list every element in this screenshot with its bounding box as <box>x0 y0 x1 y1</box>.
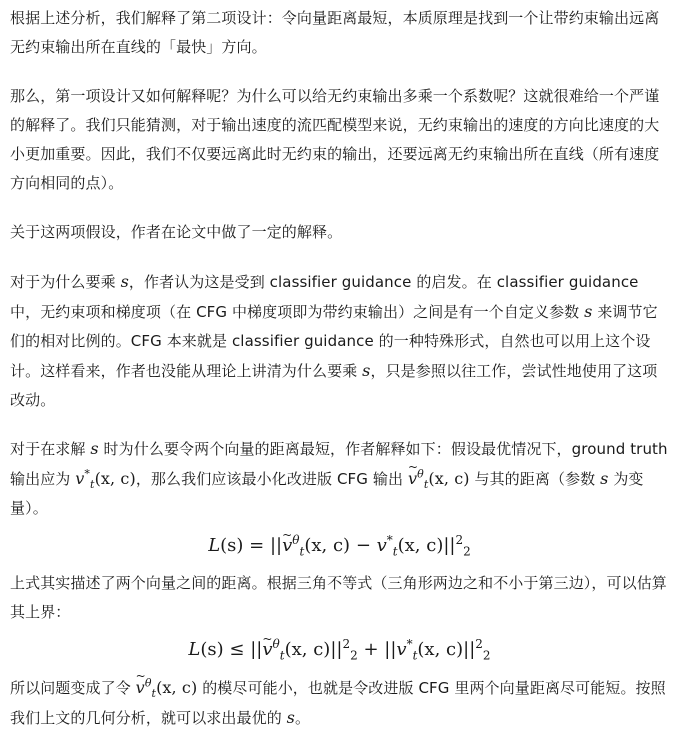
math-s: s <box>600 469 609 488</box>
text-run: ，作者认为这是受到 classifier guidance 的启发。在 classifier guidance 中，无约束项和梯度项（在 CFG 中梯度项即为带约束输出）之间是有一个自定义参数 <box>10 273 639 321</box>
paragraph-6: 上式其实描述了两个向量之间的距离。根据三角不等式（三角形两边之和不小于第三边），可以估算其上界： <box>10 574 667 621</box>
text-run: 所以问题变成了令 <box>10 679 136 697</box>
math-v-star: $v^*_t(x$, c) <box>75 467 136 492</box>
math-s: s <box>90 439 99 458</box>
text-run: ，只是参照以往工作，尝试性地使用了这项改动。 <box>10 362 658 409</box>
text-run: 的模尽可能小，也就是令改进版 CFG 里两个向量距离尽可能短。按照我们上文的几何分析，就可以求出最优的 <box>10 679 666 727</box>
text-run: 与其的距离（参数 <box>469 470 601 488</box>
math-v-tilde-theta: ~ $v^\theta_t(x$, c) <box>136 678 198 697</box>
text-run: 来调节它们的相对比例的。CFG 本来就是 classifier guidance 的一种特殊形式，自然也可以用上这个设计。这样看来，作者也没能从理论上讲清为什么要乘 <box>10 303 658 380</box>
text-run: 对于在求解 <box>10 440 91 458</box>
math-s: s <box>362 361 371 380</box>
paragraph-4 <box>10 267 669 415</box>
text-run: ，那么我们应该最小化改进版 CFG 输出 <box>135 470 408 488</box>
text-run: 对于为什么要乘 <box>10 273 121 291</box>
equation-upper-bound: L(s) ≤ ||~ $v^\theta_t(x$, $c)||^2_2 + ||v^*_t(x$, $c)||^2_2$ <box>10 627 669 673</box>
equation-loss: L(s) = ||~ $v^\theta_t(x$, $c) - v^*_t(x$, $c)||^2_2$ <box>10 523 669 569</box>
paragraph-3: 关于这两项假设，作者在论文中做了一定的解释。 <box>10 223 343 241</box>
paragraph-2: 那么，第一项设计又如何解释呢？为什么可以给无约束输出多乘一个系数呢？这就很难给一个严谨的解释了。我们只能猜测，对于输出速度的流匹配模型来说，无约束输出的速度的方向比速度的大小更加重要。因此，我们不仅要远离此时无约束的输出，还要远离无约束输出所在直线（所有速度方向相同的点）。 <box>10 87 660 192</box>
paragraph-1: 根据上述分析，我们解释了第二项设计：令向量距离最短，本质原理是找到一个让带约束输出远离无约束输出所在直线的「最快」方向。 <box>10 9 660 56</box>
math-s: s <box>120 272 129 291</box>
math-s: s <box>286 708 295 727</box>
text-run: 时为什么要令两个向量的距离最短，作者解释如下：假设最优情况下，ground truth 输出应为 <box>10 440 668 488</box>
paragraph-7 <box>10 673 669 733</box>
paragraph-5 <box>10 434 669 523</box>
text-run: 。 <box>294 709 311 727</box>
text-run: 为变量）。 <box>10 470 644 517</box>
math-v-tilde-theta: ~ $v^\theta_t(x$, c) <box>408 469 470 488</box>
math-s: s <box>584 302 593 321</box>
